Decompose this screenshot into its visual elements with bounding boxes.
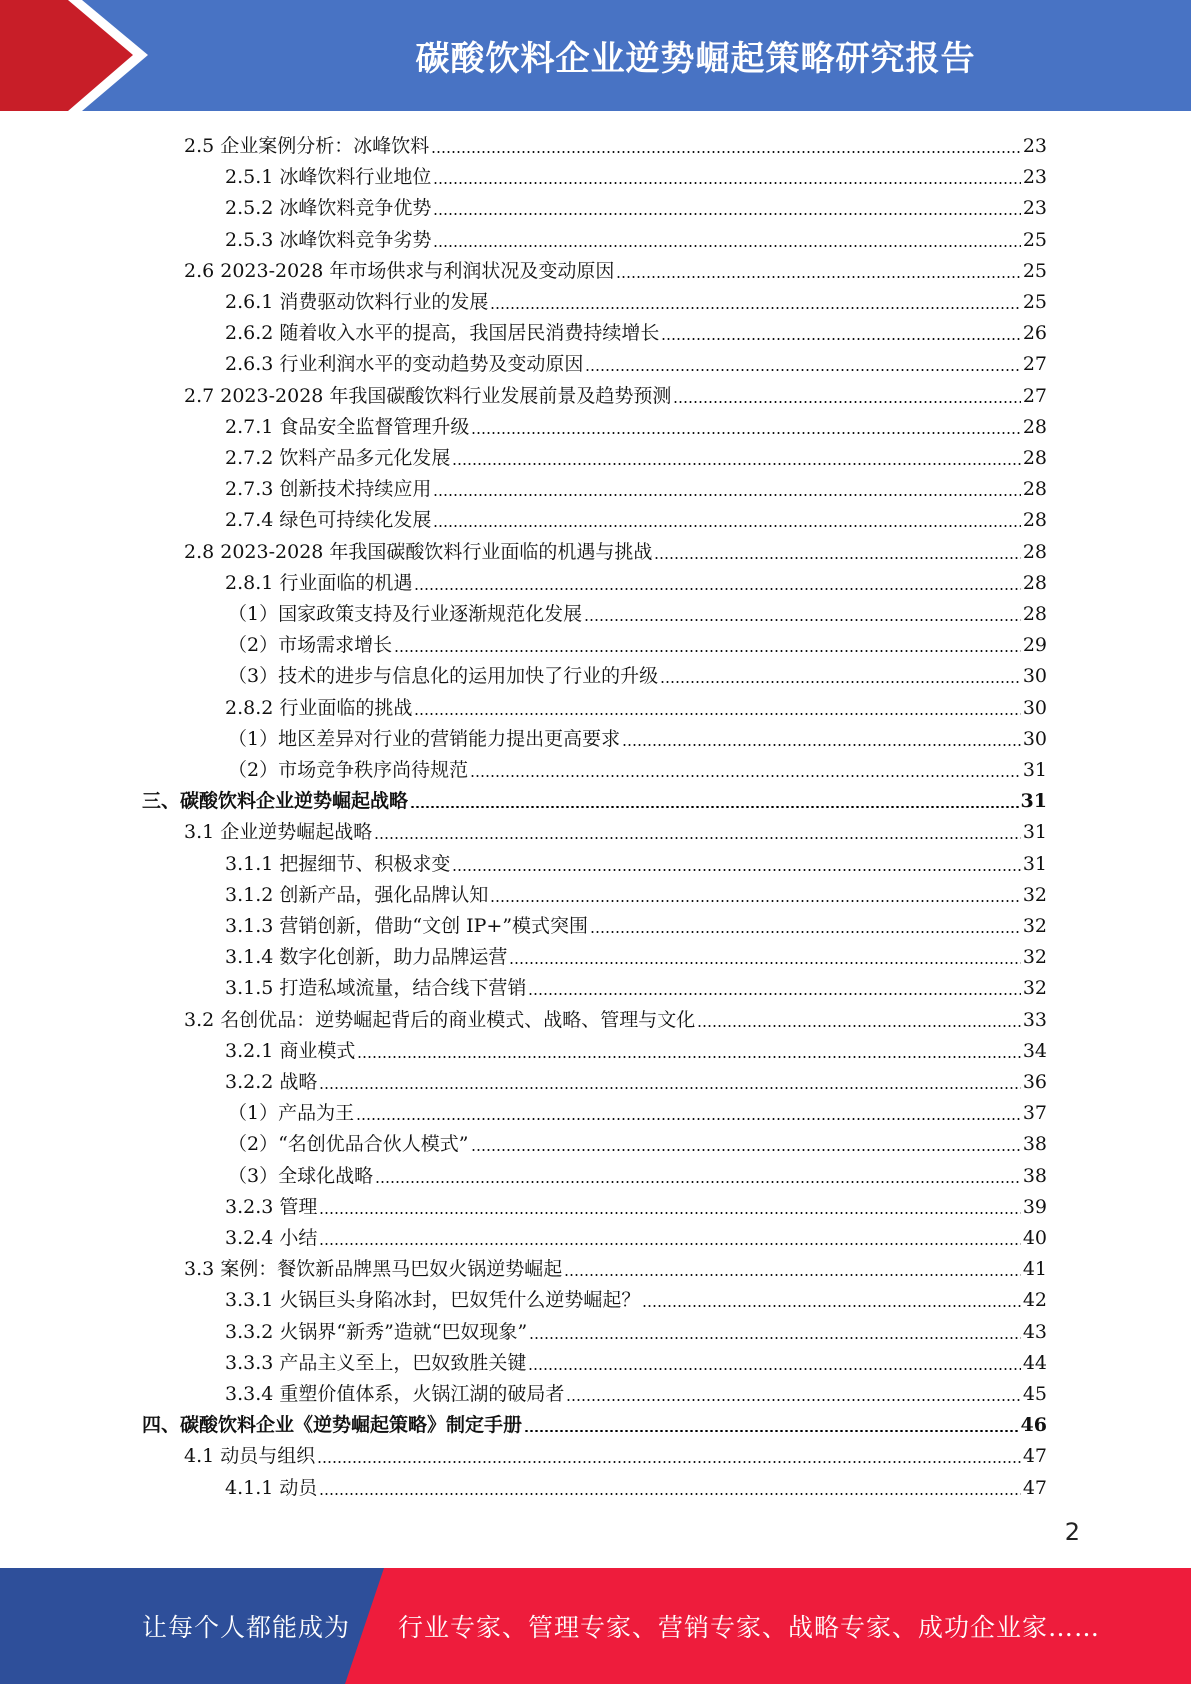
toc-entry[interactable] xyxy=(184,1001,1047,1032)
toc-dot-leader xyxy=(585,369,1020,371)
toc-dot-leader xyxy=(433,245,1020,247)
toc-dot-leader xyxy=(471,432,1020,434)
toc-dot-leader xyxy=(584,619,1021,621)
toc-entry[interactable] xyxy=(225,189,1047,220)
report-title: 碳酸饮料企业逆势崛起策略研究报告 xyxy=(415,39,976,79)
toc-dot-leader xyxy=(509,962,1020,964)
toc-entry-title: 3.1.1 把握细节、积极求变 xyxy=(225,852,451,875)
toc-entry-title: 4.1 动员与组织 xyxy=(184,1445,316,1468)
toc-entry-page: 29 xyxy=(1022,634,1047,657)
toc-entry[interactable] xyxy=(225,1188,1047,1219)
toc-entry-title: （2）市场竞争秩序尚待规范 xyxy=(228,759,469,781)
toc-dot-leader xyxy=(528,1368,1020,1370)
toc-entry-title: 3.1.3 营销创新，借助“文创 IP+”模式突围 xyxy=(225,915,589,937)
toc-dot-leader xyxy=(470,775,1021,777)
toc-entry[interactable] xyxy=(228,751,1047,782)
toc-entry-page: 27 xyxy=(1022,353,1047,376)
toc-entry-title: 3.1.4 数字化创新，助力品牌运营 xyxy=(225,946,508,969)
toc-entry[interactable] xyxy=(184,377,1047,408)
toc-entry[interactable] xyxy=(184,1250,1047,1281)
toc-entry[interactable] xyxy=(225,1032,1047,1063)
toc-entry-page: 23 xyxy=(1022,135,1047,157)
toc-entry-title: 4.1.1 动员 xyxy=(225,1476,318,1499)
toc-entry[interactable] xyxy=(225,564,1047,595)
toc-entry-title: 2.6.2 随着收入水平的提高，我国居民消费持续增长 xyxy=(225,322,660,345)
toc-dot-leader xyxy=(654,557,1020,559)
toc-entry-page: 45 xyxy=(1022,1383,1047,1405)
toc-entry[interactable] xyxy=(228,626,1047,657)
toc-entry-title: 3.3 案例：餐饮新品牌黑马巴奴火锅逆势崛起 xyxy=(184,1258,563,1281)
toc-entry[interactable] xyxy=(228,1125,1047,1156)
toc-entry-title: 3.2.2 战略 xyxy=(225,1071,318,1093)
toc-dot-leader xyxy=(414,713,1020,715)
toc-entry-page: 28 xyxy=(1022,603,1047,625)
toc-entry-page: 32 xyxy=(1022,883,1047,906)
toc-entry-page: 30 xyxy=(1022,665,1047,688)
footer-slogan-right: 行业专家、管理专家、营销专家、战略专家、成功企业家…… xyxy=(398,1613,1101,1642)
toc-entry-title: 2.6.3 行业利润水平的变动趋势及变动原因 xyxy=(225,353,584,376)
toc-entry-page: 25 xyxy=(1022,291,1047,313)
toc-dot-leader xyxy=(431,151,1021,153)
toc-entry-title: 3.1.2 创新产品，强化品牌认知 xyxy=(225,883,489,906)
toc-entry-title: 2.5 企业案例分析：冰峰饮料 xyxy=(184,135,430,157)
toc-entry-page: 26 xyxy=(1022,322,1047,345)
toc-entry-title: （1）产品为王 xyxy=(228,1102,355,1125)
toc-entry-page: 28 xyxy=(1022,571,1047,594)
toc-entry[interactable] xyxy=(225,876,1047,907)
toc-entry-page: 31 xyxy=(1022,821,1047,844)
toc-entry-page: 28 xyxy=(1022,540,1047,563)
toc-dot-leader xyxy=(564,1274,1021,1276)
toc-dot-leader xyxy=(319,1243,1020,1245)
toc-entry-title: 3.3.1 火锅巨头身陷冰封，巴奴凭什么逆势崛起？ xyxy=(225,1289,641,1312)
toc-entry-page: 25 xyxy=(1022,259,1047,282)
toc-entry[interactable] xyxy=(184,533,1047,564)
header-banner xyxy=(0,0,1191,111)
toc-entry-title: 四、碳酸饮料企业《逆势崛起策略》制定手册 xyxy=(142,1414,523,1437)
toc-entry[interactable] xyxy=(225,907,1047,938)
toc-entry[interactable] xyxy=(225,1281,1047,1312)
toc-entry-title: 3.1 企业逆势崛起战略 xyxy=(184,821,373,844)
toc-dot-leader xyxy=(319,1212,1020,1214)
toc-entry-title: 2.7.1 食品安全监督管理升级 xyxy=(225,415,470,438)
toc-entry-title: 2.7.3 创新技术持续应用 xyxy=(225,478,432,501)
toc-chapter-entry[interactable] xyxy=(142,782,1047,813)
toc-entry[interactable] xyxy=(225,345,1047,376)
toc-entry-title: 2.6.1 消费驱动饮料行业的发展 xyxy=(225,291,489,313)
toc-entry-title: 2.7.4 绿色可持续化发展 xyxy=(225,509,432,532)
toc-entry-title: 3.2.1 商业模式 xyxy=(225,1039,356,1062)
toc-entry-title: 2.8 2023-2028 年我国碳酸饮料行业面临的机遇与挑战 xyxy=(184,540,653,563)
toc-entry-title: 2.5.1 冰峰饮料行业地位 xyxy=(225,166,432,189)
toc-dot-leader xyxy=(317,1461,1021,1463)
toc-entry[interactable] xyxy=(225,689,1047,720)
toc-entry[interactable] xyxy=(225,439,1047,470)
toc-entry[interactable] xyxy=(225,1313,1047,1344)
toc-entry-title: （2）“名创优品合伙人模式” xyxy=(228,1133,469,1156)
toc-entry-page: 31 xyxy=(1020,790,1047,813)
toc-entry-page: 44 xyxy=(1022,1351,1047,1374)
toc-entry-title: 2.7 2023-2028 年我国碳酸饮料行业发展前景及趋势预测 xyxy=(184,384,672,407)
toc-entry-page: 34 xyxy=(1022,1039,1047,1062)
toc-dot-leader xyxy=(375,1181,1021,1183)
toc-entry-title: （3）技术的进步与信息化的运用加快了行业的升级 xyxy=(228,665,659,688)
toc-entry[interactable] xyxy=(225,1469,1047,1500)
toc-entry-page: 25 xyxy=(1022,228,1047,251)
toc-entry-page: 39 xyxy=(1022,1195,1047,1218)
toc-entry-page: 31 xyxy=(1022,759,1047,781)
toc-entry[interactable] xyxy=(184,127,1047,158)
toc-entry-page: 40 xyxy=(1022,1227,1047,1249)
toc-entry[interactable] xyxy=(225,283,1047,314)
toc-entry-page: 38 xyxy=(1022,1164,1047,1187)
toc-entry-title: 2.8.2 行业面临的挑战 xyxy=(225,696,413,719)
toc-dot-leader xyxy=(356,1118,1021,1120)
toc-dot-leader xyxy=(660,681,1021,683)
toc-entry-title: 2.7.2 饮料产品多元化发展 xyxy=(225,447,451,469)
toc-entry-page: 32 xyxy=(1022,977,1047,1000)
toc-entry-page: 28 xyxy=(1022,509,1047,532)
toc-entry-page: 47 xyxy=(1022,1445,1047,1468)
toc-dot-leader xyxy=(661,338,1020,340)
toc-entry-title: 3.1.5 打造私域流量，结合线下营销 xyxy=(225,977,527,1000)
toc-dot-leader xyxy=(433,494,1020,496)
toc-entry-page: 23 xyxy=(1022,166,1047,189)
toc-entry-page: 28 xyxy=(1022,415,1047,438)
toc-entry-title: 3.3.4 重塑价值体系，火锅江湖的破局者 xyxy=(225,1383,565,1405)
toc-entry[interactable] xyxy=(225,408,1047,439)
toc-dot-leader xyxy=(394,650,1021,652)
footer-banner xyxy=(0,1568,1191,1684)
toc-entry[interactable] xyxy=(225,470,1047,501)
toc-entry-title: 三、碳酸饮料企业逆势崛起战略 xyxy=(142,790,409,813)
toc-entry-page: 46 xyxy=(1020,1414,1047,1437)
toc-entry[interactable] xyxy=(225,1063,1047,1094)
toc-entry-title: （1）国家政策支持及行业逐渐规范化发展 xyxy=(228,603,583,625)
toc-entry-page: 37 xyxy=(1022,1102,1047,1125)
toc-entry[interactable] xyxy=(225,1219,1047,1250)
toc-entry[interactable] xyxy=(225,158,1047,189)
toc-entry[interactable] xyxy=(228,657,1047,688)
toc-dot-leader xyxy=(471,1149,1021,1151)
toc-dot-leader xyxy=(452,463,1020,465)
toc-entry[interactable] xyxy=(184,1437,1047,1468)
toc-dot-leader xyxy=(374,837,1021,839)
toc-entry[interactable] xyxy=(225,314,1047,345)
toc-entry-title: 3.2.4 小结 xyxy=(225,1227,318,1249)
toc-entry-title: （3）全球化战略 xyxy=(228,1164,374,1187)
toc-entry[interactable] xyxy=(228,1157,1047,1188)
toc-entry-title: 3.3.3 产品主义至上，巴奴致胜关键 xyxy=(225,1351,527,1374)
toc-dot-leader xyxy=(622,744,1021,746)
toc-dot-leader xyxy=(414,588,1020,590)
toc-entry-page: 38 xyxy=(1022,1133,1047,1156)
toc-entry-title: （2）市场需求增长 xyxy=(228,634,393,657)
toc-dot-leader xyxy=(319,1493,1020,1495)
toc-entry[interactable] xyxy=(225,938,1047,969)
toc-entry-page: 27 xyxy=(1022,384,1047,407)
toc-entry-title: 2.5.2 冰峰饮料竞争优势 xyxy=(225,197,432,220)
toc-dot-leader xyxy=(673,401,1020,403)
toc-entry[interactable] xyxy=(184,813,1047,844)
toc-entry-page: 47 xyxy=(1022,1476,1047,1499)
toc-dot-leader xyxy=(433,213,1020,215)
toc-entry[interactable] xyxy=(225,221,1047,252)
toc-entry-title: 3.2.3 管理 xyxy=(225,1195,318,1218)
toc-entry-page: 28 xyxy=(1022,447,1047,469)
toc-dot-leader xyxy=(452,869,1020,871)
toc-entry-page: 32 xyxy=(1022,915,1047,937)
toc-dot-leader xyxy=(490,307,1020,309)
toc-dot-leader xyxy=(590,931,1021,933)
toc-dot-leader xyxy=(529,1337,1021,1339)
toc-entry-page: 30 xyxy=(1022,696,1047,719)
toc-entry-title: 3.2 名创优品：逆势崛起背后的商业模式、战略、管理与文化 xyxy=(184,1008,696,1031)
toc-entry[interactable] xyxy=(184,252,1047,283)
toc-dot-leader xyxy=(319,1087,1020,1089)
toc-entry-page: 41 xyxy=(1022,1258,1047,1281)
toc-entry-title: 2.8.1 行业面临的机遇 xyxy=(225,571,413,594)
toc-entry-title: 2.5.3 冰峰饮料竞争劣势 xyxy=(225,228,432,251)
toc-entry[interactable] xyxy=(228,720,1047,751)
toc-entry-page: 36 xyxy=(1022,1071,1047,1093)
toc-dot-leader xyxy=(490,900,1020,902)
toc-entry-page: 28 xyxy=(1022,478,1047,501)
toc-dot-leader xyxy=(642,1305,1020,1307)
toc-entry-page: 30 xyxy=(1022,727,1047,750)
toc-dot-leader xyxy=(524,1430,1019,1432)
toc-entry-page: 32 xyxy=(1022,946,1047,969)
toc-entry[interactable] xyxy=(225,845,1047,876)
toc-chapter-entry[interactable] xyxy=(142,1406,1047,1437)
toc-entry[interactable] xyxy=(225,501,1047,532)
toc-entry-title: （1）地区差异对行业的营销能力提出更高要求 xyxy=(228,727,621,750)
toc-dot-leader xyxy=(528,993,1020,995)
toc-entry-title: 3.3.2 火锅界“新秀”造就“巴奴现象” xyxy=(225,1320,528,1343)
toc-entry-page: 31 xyxy=(1022,852,1047,875)
footer-slogan-left: 让每个人都能成为 xyxy=(142,1613,351,1642)
page-number: 2 xyxy=(1064,1518,1080,1546)
toc-dot-leader xyxy=(566,1399,1020,1401)
toc-dot-leader xyxy=(697,1025,1021,1027)
toc-entry[interactable] xyxy=(225,1344,1047,1375)
toc-entry-page: 42 xyxy=(1022,1289,1047,1312)
toc-entry[interactable] xyxy=(228,1094,1047,1125)
toc-entry[interactable] xyxy=(225,1375,1047,1406)
toc-entry-page: 33 xyxy=(1022,1008,1047,1031)
toc-dot-leader xyxy=(410,806,1019,808)
toc-dot-leader xyxy=(616,276,1020,278)
toc-entry[interactable] xyxy=(228,595,1047,626)
toc-dot-leader xyxy=(433,182,1020,184)
toc-entry-page: 23 xyxy=(1022,197,1047,220)
toc-dot-leader xyxy=(357,1056,1020,1058)
toc-entry-page: 43 xyxy=(1022,1320,1047,1343)
toc-dot-leader xyxy=(433,525,1020,527)
toc-entry[interactable] xyxy=(225,969,1047,1000)
toc-entry-title: 2.6 2023-2028 年市场供求与利润状况及变动原因 xyxy=(184,259,615,282)
